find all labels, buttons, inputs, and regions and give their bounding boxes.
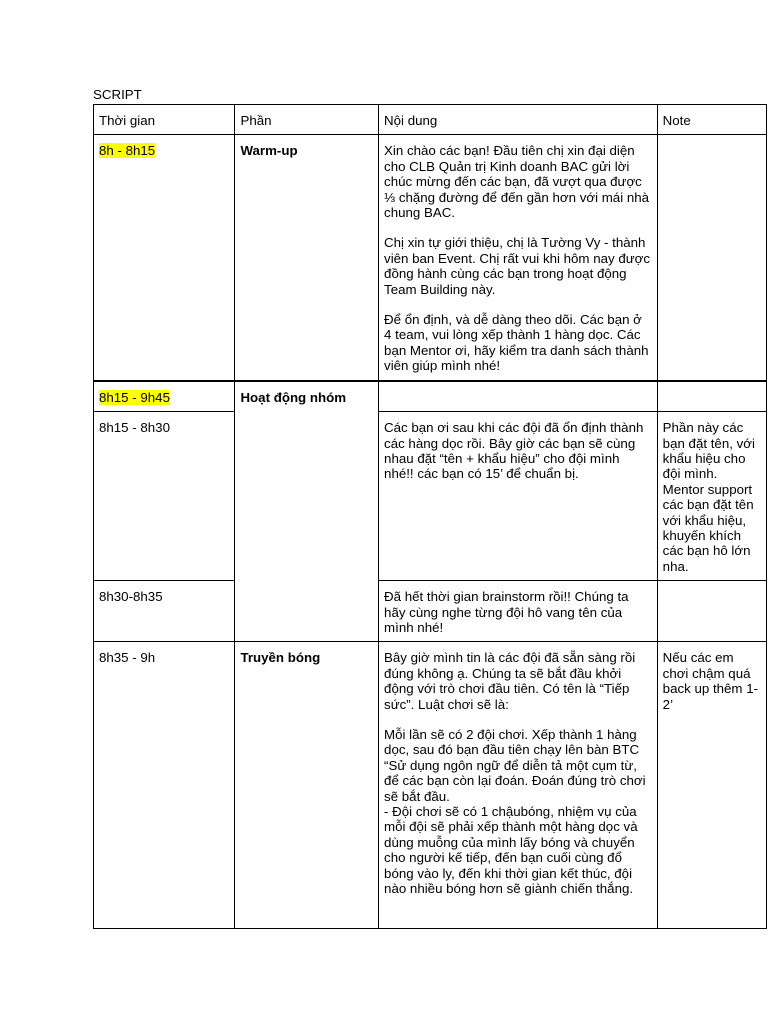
- content-cell: [379, 135, 658, 381]
- table-row: [94, 135, 767, 381]
- content-paragraph: Xin chào các bạn! Đầu tiên chị xin đại diện cho CLB Quản trị Kinh doanh BAC gửi lời chúc mừng đến các bạn, đã vượt qua được ⅓ chặng đường để đến gần hơn với mái nhà chung BAC.: [384, 143, 650, 221]
- content-cell: [379, 581, 658, 642]
- content-cell: [379, 381, 658, 412]
- part-label: Warm-up: [240, 143, 298, 159]
- table-header-row: [94, 105, 767, 135]
- content-paragraph: Mỗi lần sẽ có 2 đội chơi. Xếp thành 1 hàng dọc, sau đó bạn đầu tiên chạy lên bàn BTC “Sử dụng ngôn ngữ để diễn tả một cụm từ, để các bạn còn lại đoán. Đoán đúng trò chơi sẽ bắt đầu. - Đội chơi sẽ có 1 chậubóng, nhiệm vụ của mỗi đội sẽ phải xếp thành một hàng dọc và dùng muỗng của mình lấy bóng và chuyển cho người kế tiếp, đến bạn cuối cùng đổ bóng vào ly, đến khi thời gian kết thúc, đội nào nhiều bóng hơn sẽ giành chiến thắng.: [384, 727, 646, 897]
- part-label: Truyền bóng: [240, 650, 321, 666]
- table-row: [94, 381, 767, 412]
- table-row: [94, 642, 767, 929]
- document-title: SCRIPT: [93, 87, 142, 102]
- header-part: Phần: [235, 105, 379, 135]
- part-cell: [235, 642, 379, 929]
- header-time: Thời gian: [94, 105, 235, 135]
- script-table: [93, 104, 767, 929]
- time-cell: [94, 135, 235, 381]
- table-row: [94, 581, 767, 642]
- content-cell: [379, 642, 658, 929]
- time-cell: [94, 381, 235, 412]
- note-cell: [657, 135, 766, 381]
- content-cell: [379, 412, 658, 581]
- table-row: [94, 412, 767, 581]
- part-cell: [235, 135, 379, 381]
- content-paragraph: Chị xin tự giới thiệu, chị là Tường Vy - thành viên ban Event. Chị rất vui khi hôm nay được đồng hành cùng các bạn trong hoạt động Team Building này.: [384, 235, 651, 297]
- time-highlight: 8h - 8h15: [99, 143, 156, 159]
- content-paragraph: Đã hết thời gian brainstorm rồi!! Chúng ta hãy cùng nghe từng đội hô vang tên của mình nhé!: [384, 589, 629, 635]
- part-cell: [235, 381, 379, 642]
- note-cell: [657, 642, 766, 929]
- header-note: Note: [657, 105, 766, 135]
- note-text: Nếu các em chơi chậm quá back up thêm 1-2’: [662, 650, 759, 712]
- content-paragraph: Bây giờ mình tin là các đội đã sẵn sàng rồi đúng không ạ. Chúng ta sẽ bắt đầu khởi động với trò chơi đầu tiên. Có tên là “Tiếp sức”. Luật chơi sẽ là:: [384, 650, 636, 712]
- note-cell: [657, 581, 766, 642]
- time-highlight: 8h15 - 9h45: [99, 389, 170, 405]
- part-label: Hoạt động nhóm: [240, 389, 347, 405]
- time-cell: 8h15 - 8h30: [94, 412, 235, 581]
- time-cell: 8h35 - 9h: [94, 642, 235, 929]
- note-cell: [657, 412, 766, 581]
- header-content: Nội dung: [379, 105, 658, 135]
- content-paragraph: Các bạn ơi sau khi các đội đã ổn định thành các hàng dọc rồi. Bây giờ các bạn sẽ cùng nhau đặt “tên + khẩu hiệu” cho đội mình nhé!! các bạn có 15’ để chuẩn bị.: [384, 420, 644, 482]
- note-cell: [657, 381, 766, 412]
- content-paragraph: Để ổn định, và dễ dàng theo dõi. Các bạn ở 4 team, vui lòng xếp thành 1 hàng dọc. Các bạn Mentor ơi, hãy kiểm tra danh sách thành viên giúp mình nhé!: [384, 312, 649, 374]
- time-cell: 8h30-8h35: [94, 581, 235, 642]
- note-text: Phần này các bạn đặt tên, với khẩu hiệu cho đội mình. Mentor support các bạn đặt tên với khẩu hiệu, khuyến khích các bạn hô lớn nha.: [662, 420, 755, 574]
